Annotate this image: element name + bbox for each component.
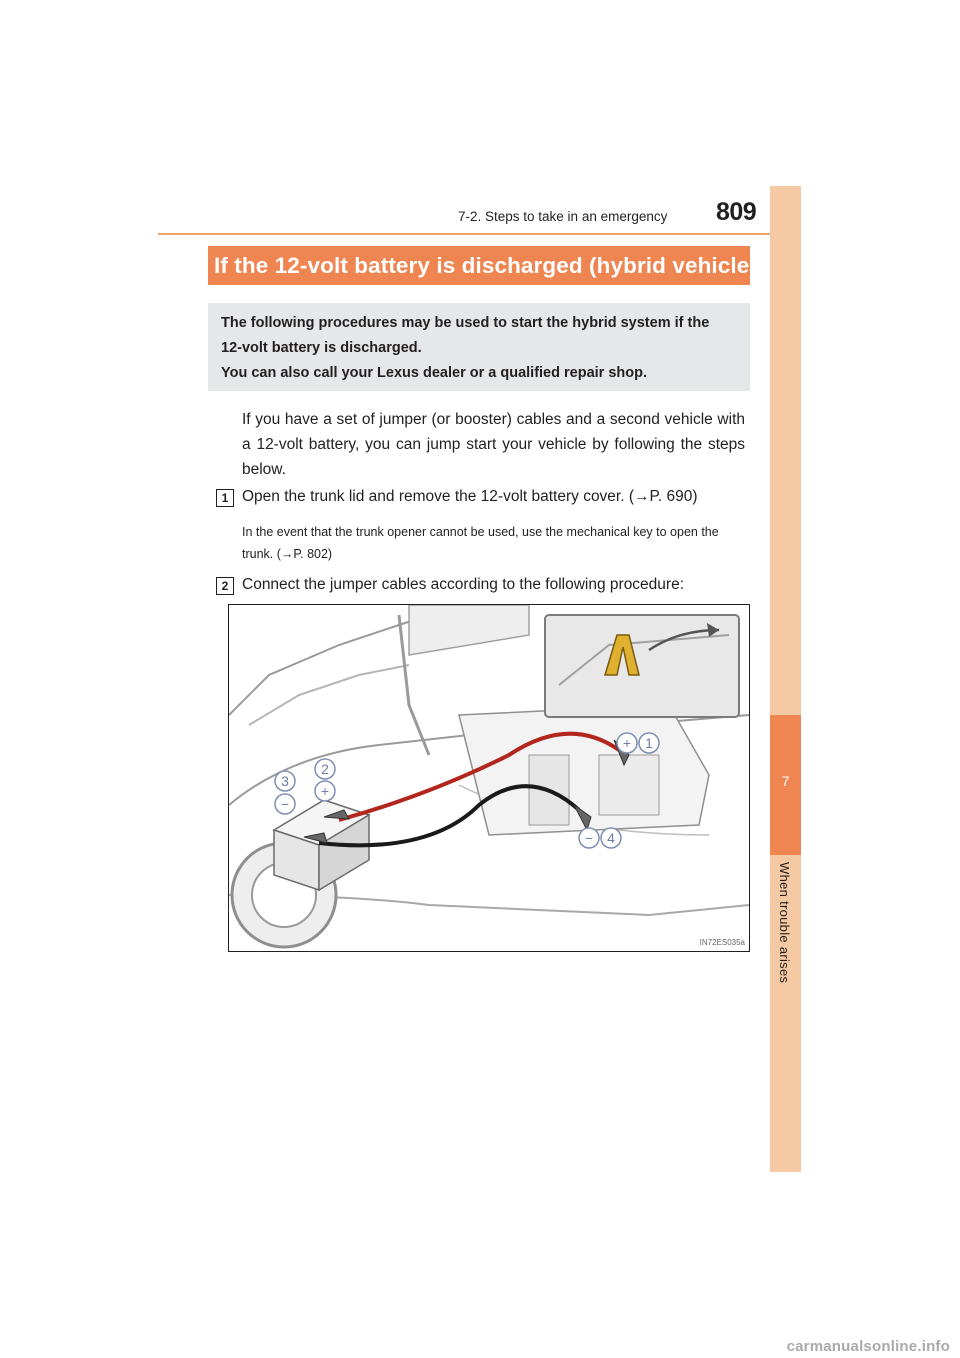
intro-line: 12-volt battery is discharged. (221, 340, 422, 356)
callout-number: 3 (281, 773, 289, 789)
callout-number: 4 (607, 830, 615, 846)
chapter-title: When trouble arises (777, 862, 792, 984)
chapter-number: 7 (781, 773, 790, 789)
watermark: carmanualsonline.info (786, 1338, 950, 1355)
intro-line: The following procedures may be used to start the hybrid system if the (221, 315, 710, 331)
step-note: In the event that the trunk opener cannot be used, use the mechanical key to open the trunk. (→P. 802) (242, 525, 719, 561)
page-number: 809 (716, 198, 757, 226)
callout-number: 2 (321, 761, 329, 777)
intro-box (208, 303, 750, 391)
callout-sign: − (280, 796, 290, 812)
header-rule (158, 233, 770, 235)
figure-code: IN72ES035a (699, 938, 745, 947)
car-battery-diagram (229, 605, 749, 951)
step-text: Connect the jumper cables according to the following procedure: (242, 576, 685, 593)
callout-number: 1 (645, 735, 653, 751)
section-reference: 7-2. Steps to take in an emergency (458, 209, 668, 224)
step-text: Open the trunk lid and remove the 12-volt battery cover. (→P. 690) (242, 488, 698, 505)
section-title: If the 12-volt battery is discharged (hybrid vehicles) (208, 246, 750, 285)
callout-sign: + (320, 783, 330, 799)
callout-sign: − (584, 830, 594, 846)
intro-line: You can also call your Lexus dealer or a qualified repair shop. (221, 365, 648, 381)
chapter-tab-strip (770, 186, 801, 1172)
jumper-cable-illustration (228, 604, 750, 952)
callout-sign: + (622, 735, 632, 751)
body-paragraph: If you have a set of jumper (or booster) cables and a second vehicle with a 12-volt battery, you can jump start your vehicle by following the steps below. (242, 411, 745, 478)
step-number-badge: 1 (216, 489, 234, 507)
step-number-badge: 2 (216, 577, 234, 595)
